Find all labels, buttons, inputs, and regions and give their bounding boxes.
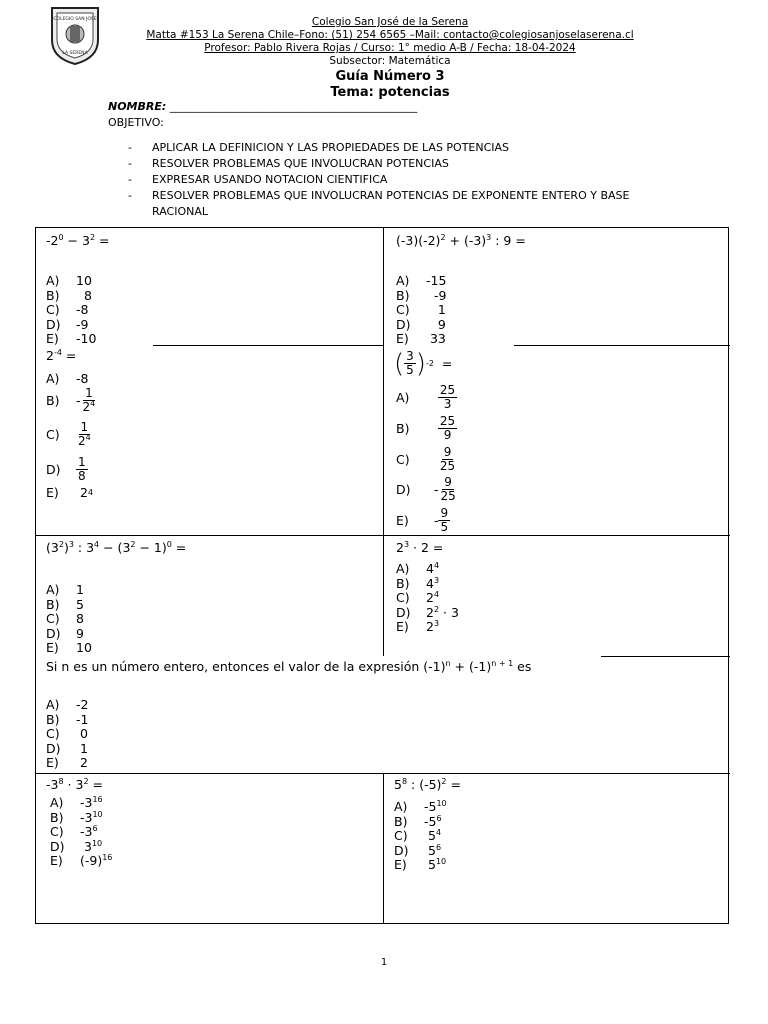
divider-horizontal [153, 345, 383, 346]
nombre-line: _____________________________________________ [169, 100, 418, 113]
question-9: $5^8$ : $(-5)^2$ = [394, 777, 461, 792]
option: C) 0 [46, 726, 88, 741]
option: D) $3^{10}$ [50, 838, 103, 854]
subject-line: Subsector: Matemática [329, 55, 451, 67]
option: D) 1 [46, 740, 88, 756]
guide-title: Guía Número 3 [335, 69, 445, 84]
option: C) $5^4$ [394, 828, 442, 843]
option: B) $4^3$ [396, 575, 440, 591]
question-grid [35, 227, 729, 924]
objective-item: - APLICAR LA DEFINICION Y LAS PROPIEDADES DE LAS POTENCIAS [128, 140, 688, 156]
nombre-field [108, 100, 417, 113]
question-4: ( $\frac{3}{5}$ ) -2 = [394, 348, 453, 379]
option: A) $\frac{25}{3}$ [396, 383, 456, 411]
question-2-options [396, 274, 446, 347]
option: E) 33 [396, 331, 446, 346]
option: C) $\frac{1}{2^4}$ [46, 420, 91, 448]
option: B) 5 [46, 596, 84, 612]
option: A) -15 [396, 273, 447, 288]
question-8: $-3^8 \cdot 3^2$ = [46, 777, 103, 792]
option: A) $-5^{10}$ [394, 799, 447, 814]
divider-horizontal [36, 535, 730, 536]
option: D) $2^2 \cdot 3$ [396, 604, 459, 620]
nombre-label: NOMBRE: [108, 100, 167, 113]
question-2: $(-3)(-2)^2 + (-3)^3$ : 9 = [396, 233, 526, 248]
option: B) $-3^{10}$ [50, 809, 103, 825]
option: C) $2^4$ [396, 590, 440, 605]
option: E) $2^3$ [396, 619, 440, 634]
school-logo [48, 4, 102, 66]
question-7-options [46, 698, 88, 771]
option: D) - $\frac{9}{25}$ [396, 475, 456, 503]
option: B) $\frac{25}{9}$ [396, 414, 456, 442]
option: C) $-3^6$ [50, 824, 98, 839]
divider-horizontal [601, 656, 730, 657]
divider-horizontal [514, 345, 730, 346]
question-5: $(3^2)^3$ : $3^4 - (3^2 - 1)^0$ = [46, 540, 187, 555]
option: D) -9 [46, 316, 89, 332]
option: E) 10 [46, 640, 92, 655]
svg-text:COLEGIO SAN JOSE: COLEGIO SAN JOSE [53, 17, 97, 22]
option: D) 9 [46, 625, 84, 641]
question-3: $2^{-4}$ = [46, 348, 77, 363]
question-5-options [46, 583, 92, 656]
objective-item: - EXPRESAR USANDO NOTACION CIENTIFICA [128, 172, 688, 188]
option: D) $\frac{1}{8}$ [46, 455, 86, 483]
question-8-options [50, 796, 112, 869]
option: A) 1 [46, 582, 84, 597]
objective-item: - RESOLVER PROBLEMAS QUE INVOLUCRAN POTENCIAS [128, 156, 688, 172]
option: B) $-5^6$ [394, 813, 442, 829]
question-7: Si n es un número entero, entonces el valor de la expresión $(-1)^n + (-1)^{n + 1}$ es [46, 659, 532, 674]
option: E) $(-9)^{16}$ [50, 853, 113, 868]
option: E) - $\frac{9}{5}$ [396, 506, 449, 534]
question-9-options [394, 800, 447, 873]
option: B) -9 [396, 287, 447, 303]
teacher-line: Profesor: Pablo Rivera Rojas / Curso: 1° medio A-B / Fecha: 18-04-2024 [204, 42, 576, 54]
question-1-options [46, 274, 96, 347]
option: E) $5^{10}$ [394, 857, 447, 872]
option: A) -2 [46, 697, 89, 712]
option: B) -1 [46, 711, 89, 727]
option: D) 9 [396, 316, 446, 332]
option: C) 8 [46, 611, 84, 626]
option: E) -10 [46, 331, 97, 346]
option: D) $5^6$ [394, 842, 442, 858]
svg-text:LA SERENA: LA SERENA [62, 51, 88, 56]
objectives-list [128, 140, 688, 220]
question-1: $-2^0 - 3^2$ = [46, 233, 110, 248]
option: E) 2 [46, 755, 88, 770]
option: C) -8 [46, 302, 89, 317]
topic-title: Tema: potencias [330, 85, 450, 100]
school-address: Matta #153 La Serena Chile–Fono: (51) 254 6565 –Mail: contacto@colegiosanjoselaserena.cl [146, 29, 634, 41]
divider-vertical [383, 773, 384, 924]
objetivo-label: OBJETIVO: [108, 116, 164, 129]
option: B) 8 [46, 287, 92, 303]
option: A) $-3^{16}$ [50, 795, 103, 810]
option: A) -8 [46, 371, 89, 386]
option: C) $\frac{9}{25}$ [396, 445, 456, 473]
question-6-options [396, 562, 459, 635]
page-number: 1 [380, 957, 388, 968]
question-6: $2^3 \cdot 2$ = [396, 540, 444, 555]
divider-vertical [383, 228, 384, 656]
objective-item: - RESOLVER PROBLEMAS QUE INVOLUCRAN POTENCIAS DE EXPONENTE ENTERO Y BASE RACIONAL [128, 188, 688, 220]
option: C) 1 [396, 302, 446, 317]
option: E) 2 4 [46, 485, 94, 500]
option: B) - $\frac{1}{2^4}$ [46, 386, 96, 414]
option: A) $4^4$ [396, 561, 440, 576]
divider-horizontal [36, 773, 730, 774]
school-name: Colegio San José de la Serena [311, 16, 469, 28]
option: A) 10 [46, 273, 92, 288]
